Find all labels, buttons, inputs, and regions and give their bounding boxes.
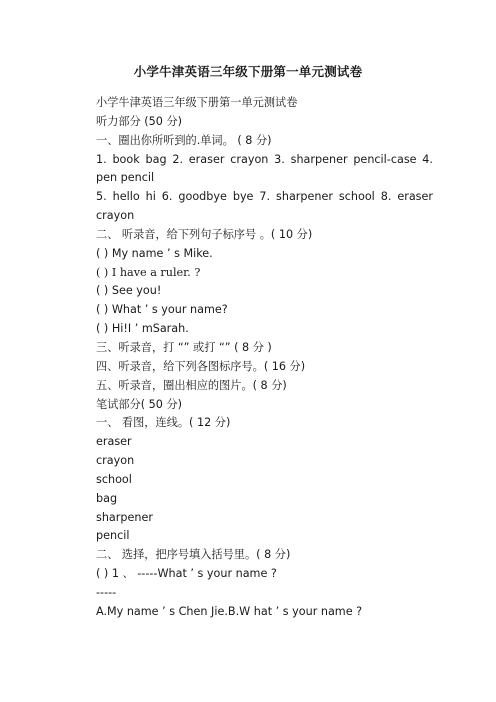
choice-question-dashes: ----- [96, 585, 117, 599]
question-heading: 一、圈出你所听到的.单词。 ( 8 分) [96, 133, 272, 147]
document-body [73, 94, 433, 622]
sentence-item: ( ) Hi!I ’ mSarah. [96, 322, 189, 336]
word-list-paragraph: 5. hello hi 6. goodbye bye 7. sharpener school 8. eraser crayon [96, 190, 433, 223]
choice-options: A.My name ’ s Chen Jie.B.W hat ’ s your name ? [96, 604, 363, 618]
sentence-item: ( ) My name ’ s Mike. [96, 246, 213, 260]
sentence-item: ( ) I have a ruler. ? [96, 265, 201, 279]
vocab-word: sharpener [96, 510, 153, 524]
section-heading: 笔试部分( 50 分) [96, 397, 183, 411]
question-heading: 二、 听录音，给下列句子标序号 。( 10 分) [96, 227, 313, 241]
section-heading: 听力部分 (50 分) [96, 114, 183, 128]
choice-question: ( ) 1 、 -----What ’ s your name ? [96, 567, 277, 581]
word-list-paragraph: 1. book bag 2. eraser crayon 3. sharpener pencil-case 4. pen pencil [96, 152, 433, 185]
sentence-item: ( ) What ’ s your name? [96, 303, 228, 317]
question-heading: 五、听录音，圈出相应的图片。( 8 分) [96, 378, 287, 392]
vocab-word: school [96, 472, 132, 486]
vocab-word: pencil [96, 529, 130, 543]
question-heading: 三、听录音，打 “” 或打 “” ( 8 分 ) [96, 340, 272, 354]
vocab-word: crayon [96, 454, 135, 468]
sentence-item: ( ) See you! [96, 284, 162, 298]
question-heading: 二、 选择，把序号填入括号里。( 8 分) [96, 548, 291, 562]
document-title: 小学牛津英语三年级下册第一单元测试卷 [133, 64, 363, 79]
vocab-word: eraser [96, 435, 132, 449]
vocab-word: bag [96, 491, 118, 505]
question-heading: 一、 看图，连线。( 12 分) [96, 416, 231, 430]
question-heading: 四、听录音，给下列各图标序号。( 16 分) [96, 359, 306, 373]
subtitle-line: 小学牛津英语三年级下册第一单元测试卷 [96, 96, 298, 109]
